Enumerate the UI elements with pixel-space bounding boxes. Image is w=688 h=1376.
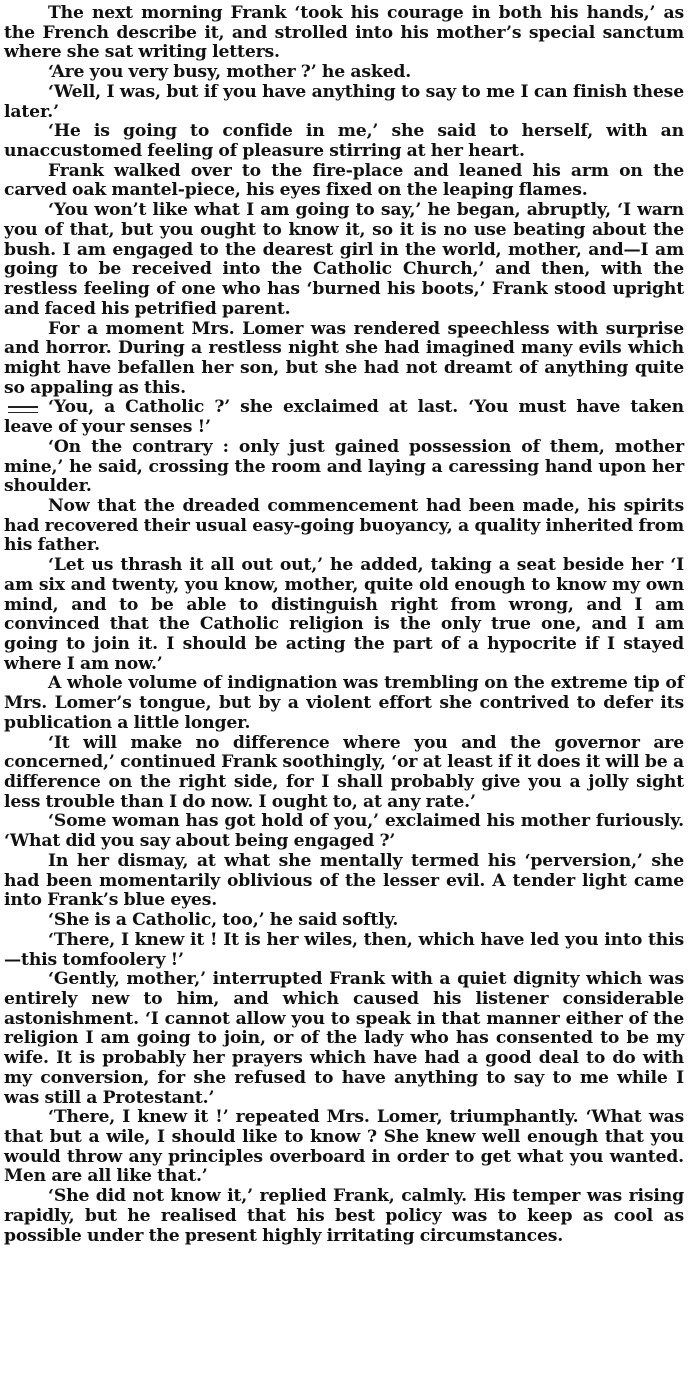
- paragraph-14: ‘Some woman has got hold of you,’ exclaimed his mother furiously. ‘What did you say about being engaged ?’: [4, 811, 684, 852]
- paragraph-7: For a moment Mrs. Lomer was rendered speechless with surprise and horror. During a restless night she had imagined many evils which might have befallen her son, but she had not dreamt of anything quite so appaling as this.: [4, 318, 684, 398]
- paragraph-6: ‘You won’t like what I am going to say,’ he began, abruptly, ‘I warn you of that, but you ought to know it, so it is no use beating about the bush. I am engaged to the dearest girl in the world, mother, and—I am going to be received into the Catholic Church,’ and then, with the restless feeling of one who has ‘burned his boots,’ Frank stood upright and faced his petrified parent.: [4, 200, 684, 319]
- paragraph-9: ‘On the contrary : only just gained possession of them, mother mine,’ he said, crossing the room and laying a caressing hand upon her shoulder.: [4, 436, 684, 497]
- margin-mark-icon: [8, 406, 38, 413]
- paragraph-1: The next morning Frank ‘took his courage in both his hands,’ as the French describe it, and strolled into his mother’s special sanctum where she sat writing letters.: [4, 3, 684, 63]
- paragraph-3: ‘Well, I was, but if you have anything to say to me I can finish these later.’: [4, 81, 684, 122]
- paragraph-18: ‘Gently, mother,’ interrupted Frank with a quiet dignity which was entirely new to him, and which caused his listener considerable astonishment. ‘I cannot allow you to speak in that manner either of the religion I am going to join, or of the lady who has consented to be my wife. It is probably her prayers which have had a good deal to do with my conversion, for she refused to have anything to say to me while I was still a Protestant.’: [4, 969, 684, 1108]
- paragraph-15: In her dismay, at what she mentally termed his ‘perversion,’ she had been momentarily oblivious of the lesser evil. A tender light came into Frank’s blue eyes.: [4, 850, 684, 911]
- paragraph-5: Frank walked over to the fire-place and leaned his arm on the carved oak mantel-piece, his eyes fixed on the leaping flames.: [4, 160, 684, 201]
- paragraph-17: ‘There, I knew it ! It is her wiles, then, which have led you into this—this tomfoolery !’: [4, 929, 684, 970]
- paragraph-8-wrapper: [4, 398, 684, 437]
- paragraph-4: ‘He is going to confide in me,’ she said to herself, with an unaccustomed feeling of pleasure stirring at her heart.: [4, 121, 684, 162]
- paragraph-16: ‘She is a Catholic, too,’ he said softly.: [48, 910, 399, 931]
- paragraph-12: A whole volume of indignation was trembling on the extreme tip of Mrs. Lomer’s tongue, but by a violent effort she contrived to defer its publication a little longer.: [4, 673, 684, 733]
- paragraph-13: ‘It will make no difference where you and the governor are concerned,’ continued Frank soothingly, ‘or at least if it does it will be a difference on the right side, for I shall probably give you a jolly sight less trouble than I do now. I ought to, at any rate.’: [4, 732, 684, 812]
- paragraph-20: ‘She did not know it,’ replied Frank, calmly. His temper was rising rapidly, but he realised that his best policy was to keep as cool as possible under the present highly irritating circumstances.: [4, 1186, 684, 1246]
- paragraph-8: ‘You, a Catholic ?’ she exclaimed at last. ‘You must have taken leave of your senses !’: [4, 397, 684, 438]
- paragraph-2: ‘Are you very busy, mother ?’ he asked.: [48, 62, 412, 83]
- paragraph-11: ‘Let us thrash it all out out,’ he added, taking a seat beside her ‘I am six and twenty, you know, mother, quite old enough to know my own mind, and to be able to distinguish right from wrong, and I am convinced that the Catholic religion is the only true one, and I am going to join it. I should be acting the part of a hypocrite if I stayed where I am now.’: [4, 555, 684, 674]
- paragraph-19: ‘There, I knew it !’ repeated Mrs. Lomer, triumphantly. ‘What was that but a wile, I should like to know ? She knew well enough that you would throw any principles overboard in order to get what you wanted. Men are all like that.’: [4, 1107, 684, 1187]
- paragraph-10: Now that the dreaded commencement had been made, his spirits had recovered their usual easy-going buoyancy, a quality inherited from his father.: [4, 495, 684, 556]
